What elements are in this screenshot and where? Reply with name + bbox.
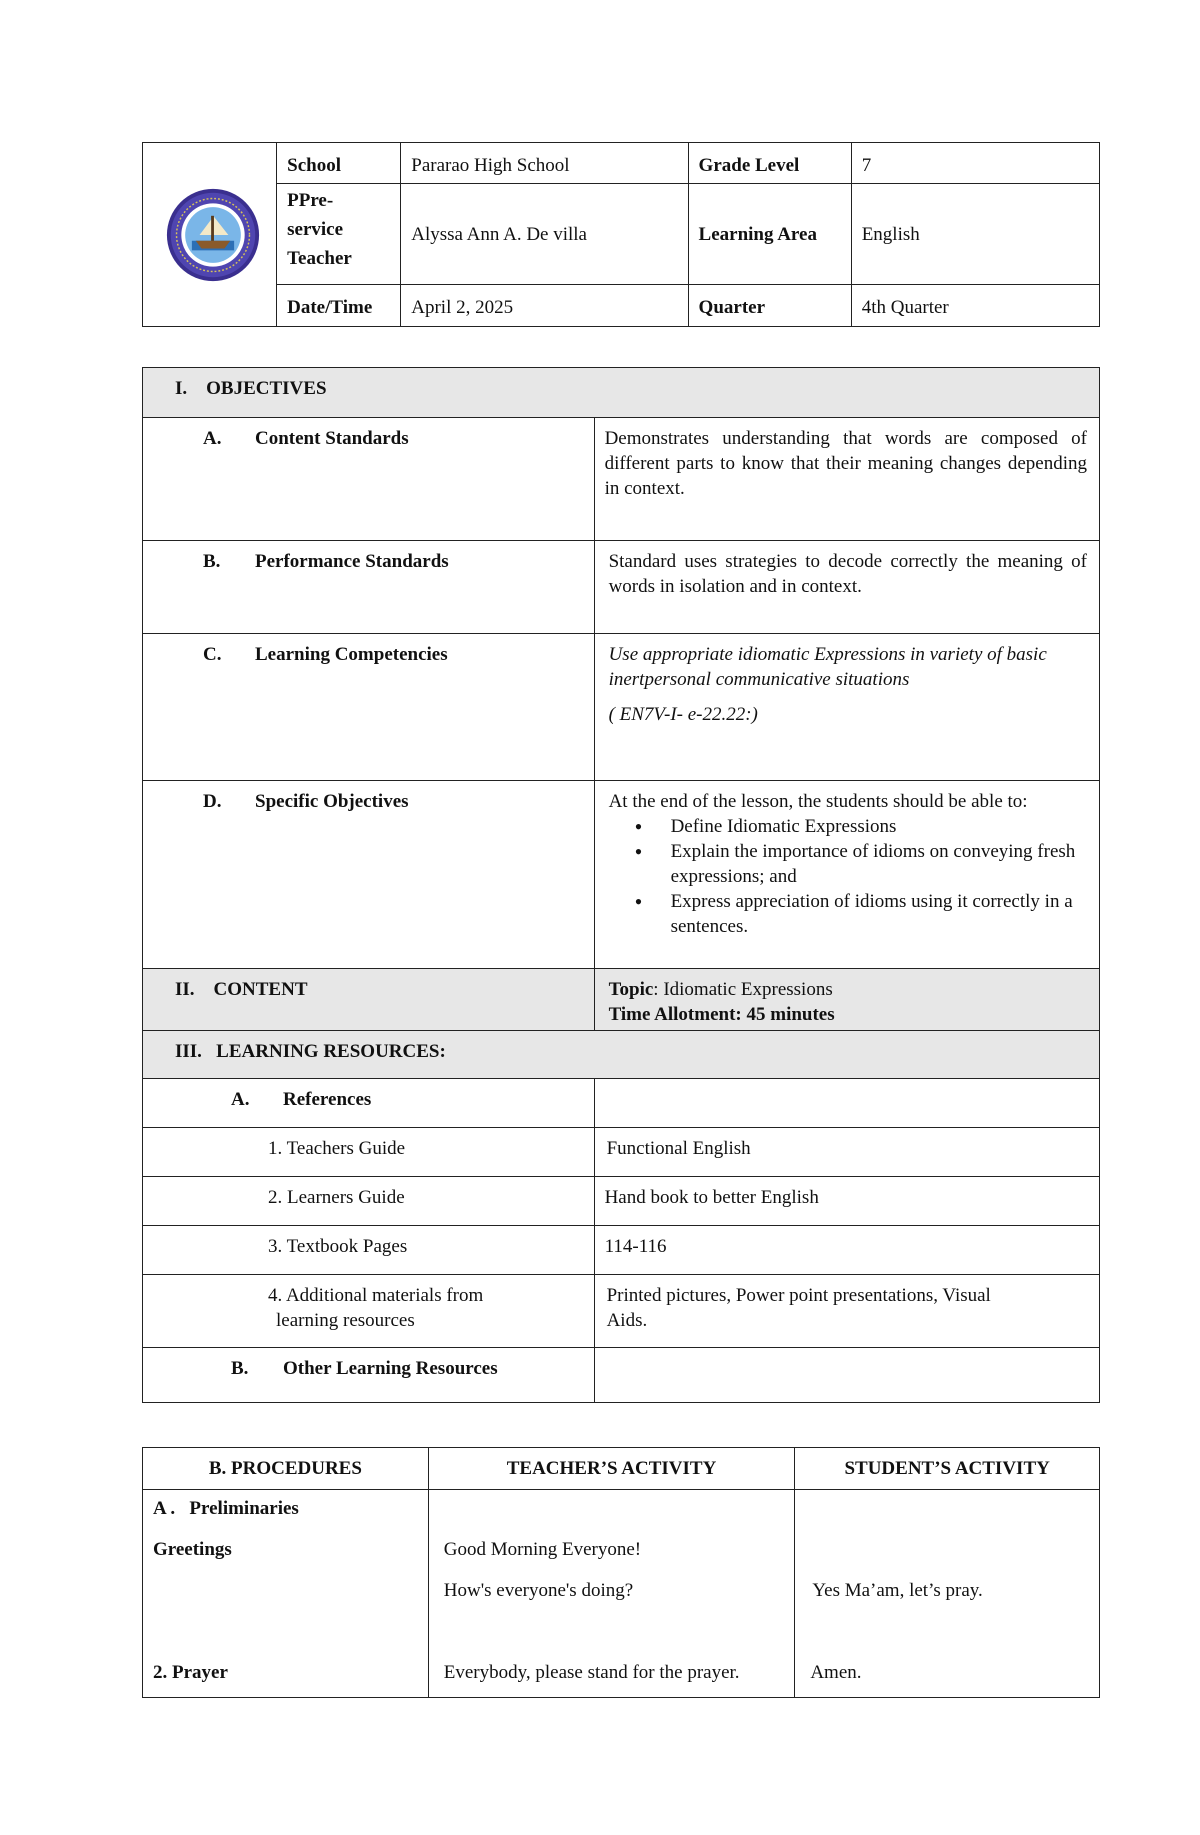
objectives-intro: At the end of the lesson, the students should be able to: bbox=[608, 791, 1028, 812]
learning-competencies-value bbox=[594, 634, 1099, 781]
competency-code: ( EN7V-I- e-22.22:) bbox=[608, 704, 758, 725]
teacher-question: How's everyone's doing? bbox=[443, 1580, 634, 1601]
teacher-value: Alyssa Ann A. De villa bbox=[401, 184, 688, 285]
area-value: English bbox=[851, 184, 1099, 285]
grade-label: Grade Level bbox=[688, 143, 851, 184]
content-standards-label bbox=[143, 418, 595, 541]
lesson-plan-table bbox=[142, 367, 1100, 1403]
procedures-table bbox=[142, 1447, 1100, 1698]
specific-objectives-value bbox=[594, 781, 1099, 969]
area-label: Learning Area bbox=[688, 184, 851, 285]
teacher-greeting: Good Morning Everyone! bbox=[443, 1539, 642, 1560]
procedures-cell bbox=[143, 1490, 429, 1698]
objectives-list bbox=[609, 814, 1093, 939]
row-letter: A. bbox=[203, 428, 222, 449]
student-amen: Amen. bbox=[810, 1662, 862, 1683]
objectives-heading: I. OBJECTIVES bbox=[143, 368, 1100, 418]
prayer-label: 2. Prayer bbox=[153, 1662, 228, 1683]
student-activity-cell bbox=[795, 1490, 1100, 1698]
row-label: References bbox=[283, 1089, 372, 1110]
topic-label: Topic bbox=[608, 979, 654, 1000]
list-item: • Express appreciation of idioms using it correctly in a sentences. bbox=[671, 889, 1093, 939]
date-label: Date/Time bbox=[277, 285, 401, 327]
row-label: Performance Standards bbox=[255, 551, 449, 572]
teacher-label-line: PPre- bbox=[287, 190, 334, 211]
row-label: Specific Objectives bbox=[255, 791, 409, 812]
grade-value: 7 bbox=[851, 143, 1099, 184]
teacher-activity-cell bbox=[428, 1490, 795, 1698]
school-info-table bbox=[142, 142, 1100, 327]
value-line: Aids. bbox=[606, 1310, 648, 1331]
logo-cell bbox=[143, 143, 277, 327]
time-allotment: Time Allotment: 45 minutes bbox=[608, 1004, 835, 1025]
other-resources-label bbox=[143, 1348, 595, 1403]
learners-guide-value: Hand book to better English bbox=[594, 1177, 1099, 1226]
content-value bbox=[594, 969, 1099, 1031]
resources-heading: III. LEARNING RESOURCES: bbox=[143, 1031, 1100, 1079]
references-value bbox=[594, 1079, 1099, 1128]
school-label: School bbox=[277, 143, 401, 184]
student-activity-col-header: STUDENT’S ACTIVITY bbox=[795, 1448, 1100, 1490]
content-heading: II. CONTENT bbox=[143, 969, 595, 1031]
topic-value: : Idiomatic Expressions bbox=[653, 979, 833, 1000]
textbook-pages-value: 114-116 bbox=[594, 1226, 1099, 1275]
performance-standards-label bbox=[143, 541, 595, 634]
competency-text: Use appropriate idiomatic Expressions in variety of basic inertpersonal communicative situations bbox=[608, 644, 1047, 690]
greetings-label: Greetings bbox=[153, 1539, 232, 1560]
value-line: Printed pictures, Power point presentations, Visual bbox=[606, 1285, 991, 1306]
references-label bbox=[143, 1079, 595, 1128]
additional-materials-label bbox=[143, 1275, 595, 1348]
learning-competencies-label bbox=[143, 634, 595, 781]
teacher-label bbox=[277, 184, 401, 285]
specific-objectives-label bbox=[143, 781, 595, 969]
teachers-guide-value: Functional English bbox=[594, 1128, 1099, 1177]
preliminaries-label: A . Preliminaries bbox=[153, 1498, 299, 1519]
topic-line bbox=[609, 977, 1089, 1002]
textbook-pages-label: 3. Textbook Pages bbox=[143, 1226, 595, 1275]
teacher-prayer: Everybody, please stand for the prayer. bbox=[443, 1662, 740, 1683]
list-item: • Explain the importance of idioms on conveying fresh expressions; and bbox=[671, 839, 1093, 889]
row-label: Learning Competencies bbox=[255, 644, 448, 665]
quarter-label: Quarter bbox=[688, 285, 851, 327]
quarter-value: 4th Quarter bbox=[851, 285, 1099, 327]
school-value: Pararao High School bbox=[401, 143, 688, 184]
school-seal-icon bbox=[165, 187, 261, 283]
row-letter: A. bbox=[231, 1089, 250, 1110]
teachers-guide-label: 1. Teachers Guide bbox=[143, 1128, 595, 1177]
row-label: Content Standards bbox=[255, 428, 409, 449]
date-value: April 2, 2025 bbox=[401, 285, 688, 327]
row-label: Other Learning Resources bbox=[283, 1358, 498, 1379]
teacher-label-line: Teacher bbox=[287, 248, 352, 269]
procedures-col-header: B. PROCEDURES bbox=[143, 1448, 429, 1490]
content-standards-value: Demonstrates understanding that words are composed of different parts to know that their meaning changes depending in context. bbox=[594, 418, 1099, 541]
row-letter: B. bbox=[203, 551, 221, 572]
list-item: • Define Idiomatic Expressions bbox=[671, 814, 1093, 839]
learners-guide-label: 2. Learners Guide bbox=[143, 1177, 595, 1226]
teacher-label-line: service bbox=[287, 219, 344, 240]
additional-materials-value bbox=[594, 1275, 1099, 1348]
row-letter: B. bbox=[231, 1358, 249, 1379]
teacher-activity-col-header: TEACHER’S ACTIVITY bbox=[428, 1448, 795, 1490]
row-letter: C. bbox=[203, 644, 222, 665]
student-response: Yes Ma’am, let’s pray. bbox=[812, 1580, 983, 1601]
performance-standards-value: Standard uses strategies to decode correctly the meaning of words in isolation and in context. bbox=[594, 541, 1099, 634]
label-line: 4. Additional materials from bbox=[268, 1285, 484, 1306]
label-line: learning resources bbox=[276, 1310, 415, 1331]
row-letter: D. bbox=[203, 791, 222, 812]
other-resources-value bbox=[594, 1348, 1099, 1403]
